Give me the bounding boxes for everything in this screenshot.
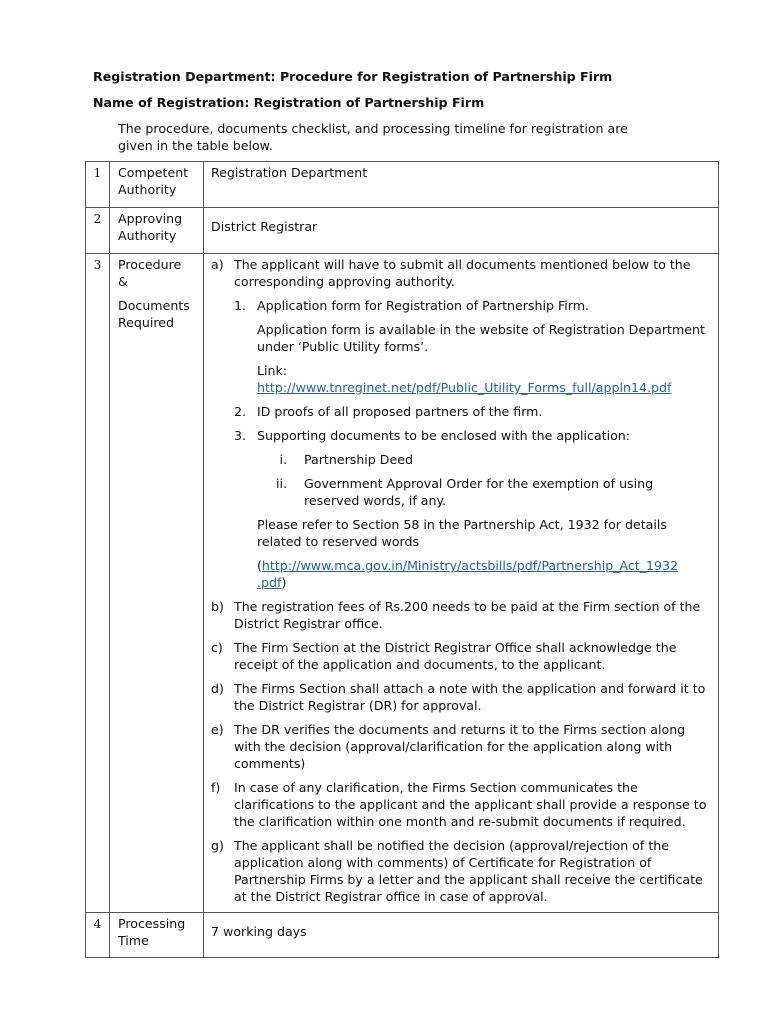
step-marker: b) [211,599,224,614]
row-label-line: Documents [118,298,190,313]
row-label-line: Processing [118,916,186,931]
step-text: The applicant shall be notified the decision (approval/rejection of the application along with comments) of Certificate for Registration of Partnership Firms by a letter and the applicant shall receive the certificate at the District Registrar office in case of approval. [234,838,703,904]
table-row [86,208,719,254]
document-item-3 [211,427,712,444]
step-text: The DR verifies the documents and returns it to the Firms section along with the decision (approval/clarification for the application along with comments) [234,722,686,771]
roman-marker: ii. [275,476,287,491]
document-item-2 [211,403,712,420]
step-text: In case of any clarification, the Firms Section communicates the clarifications to the applicant and the applicant shall provide a response to the clarification within one month and re-submit documents if required. [234,780,707,829]
registration-table [85,161,719,958]
supporting-doc-1 [211,451,712,468]
step-text: The Firm Section at the District Registrar Office shall acknowledge the receipt of the application and documents, to the applicant. [234,640,677,672]
intro-paragraph [118,120,678,154]
intro-line-2: given in the table below. [118,138,273,153]
row-value: 7 working days [211,924,307,939]
reserved-words-note: Please refer to Section 58 in the Partnership Act, 1932 for details related to reserved words [257,517,667,549]
act-link-block [211,557,712,591]
row-label [110,162,204,208]
row-value: Registration Department [204,162,719,208]
partnership-act-link[interactable]: http://www.mca.gov.in/Ministry/actsbills/pdf/Partnership_Act_1932 [261,558,679,573]
item-text: Application form for Registration of Partnership Firm. [257,298,590,313]
item-text: Supporting documents to be enclosed with the application: [257,428,631,443]
procedure-content [204,254,719,913]
row-label [110,913,204,958]
act-link-line [257,574,712,591]
row-number: 4 [86,913,110,958]
step-marker: f) [211,780,221,795]
supporting-doc-text: Government Approval Order for the exemption of using reserved words, if any. [304,476,654,508]
row-value-cell [204,208,719,254]
row-label [110,254,204,913]
procedure-step-d [211,680,712,714]
procedure-step-e [211,721,712,772]
row-label-line: Approving [118,211,183,226]
row-number: 2 [86,208,110,254]
partnership-act-link-end[interactable]: .pdf [257,575,282,590]
link-block [211,362,712,396]
item-marker: 3. [234,428,247,443]
intro-line-1: The procedure, documents checklist, and processing timeline for registration are [118,121,628,136]
item-note: Application form is available in the website of Registration Department under ‘Public Utility forms’. [257,322,705,354]
row-label [110,208,204,254]
row-label-line: Competent [118,165,189,180]
document-item-1 [211,297,712,314]
table-row [86,162,719,208]
application-form-link[interactable]: http://www.tnreginet.net/pdf/Public_Utility_Forms_full/appln14.pdf [257,380,672,395]
item-marker: 2. [234,404,247,419]
row-number: 1 [86,162,110,208]
link-label: Link: [257,363,288,378]
roman-marker: i. [279,452,287,467]
row-label-line: Procedure [118,257,182,272]
row-label-line: & [118,274,128,289]
paren-open: ( [257,558,262,573]
step-text: The registration fees of Rs.200 needs to be paid at the Firm section of the District Registrar office. [234,599,701,631]
supporting-doc-text: Partnership Deed [304,452,413,467]
row-value-cell [204,913,719,958]
step-marker: g) [211,838,224,853]
procedure-step-a [211,256,712,290]
table-row [86,254,719,913]
step-marker: a) [211,257,224,272]
row-label-line: Authority [118,182,177,197]
procedure-step-b [211,598,712,632]
row-number: 3 [86,254,110,913]
row-label-line: Time [118,933,149,948]
paren-close: ) [281,575,287,590]
document-subtitle: Name of Registration: Registration of Partnership Firm [93,95,485,110]
step-marker: e) [211,722,224,737]
row-value: District Registrar [211,219,318,234]
step-text: The applicant will have to submit all documents mentioned below to the corresponding approving authority. [234,257,691,289]
row-label-line: Authority [118,228,177,243]
item-marker: 1. [234,298,247,313]
step-marker: c) [211,640,223,655]
item-text: ID proofs of all proposed partners of the firm. [257,404,543,419]
procedure-step-f [211,779,712,830]
document-title: Registration Department: Procedure for Registration of Partnership Firm [93,69,613,84]
procedure-step-c [211,639,712,673]
act-link-line [257,557,712,574]
table-row [86,913,719,958]
row-label-line: Required [118,315,175,330]
procedure-step-g [211,837,712,905]
step-text: The Firms Section shall attach a note with the application and forward it to the District Registrar (DR) for approval. [234,681,706,713]
step-marker: d) [211,681,224,696]
supporting-doc-2 [211,475,712,509]
